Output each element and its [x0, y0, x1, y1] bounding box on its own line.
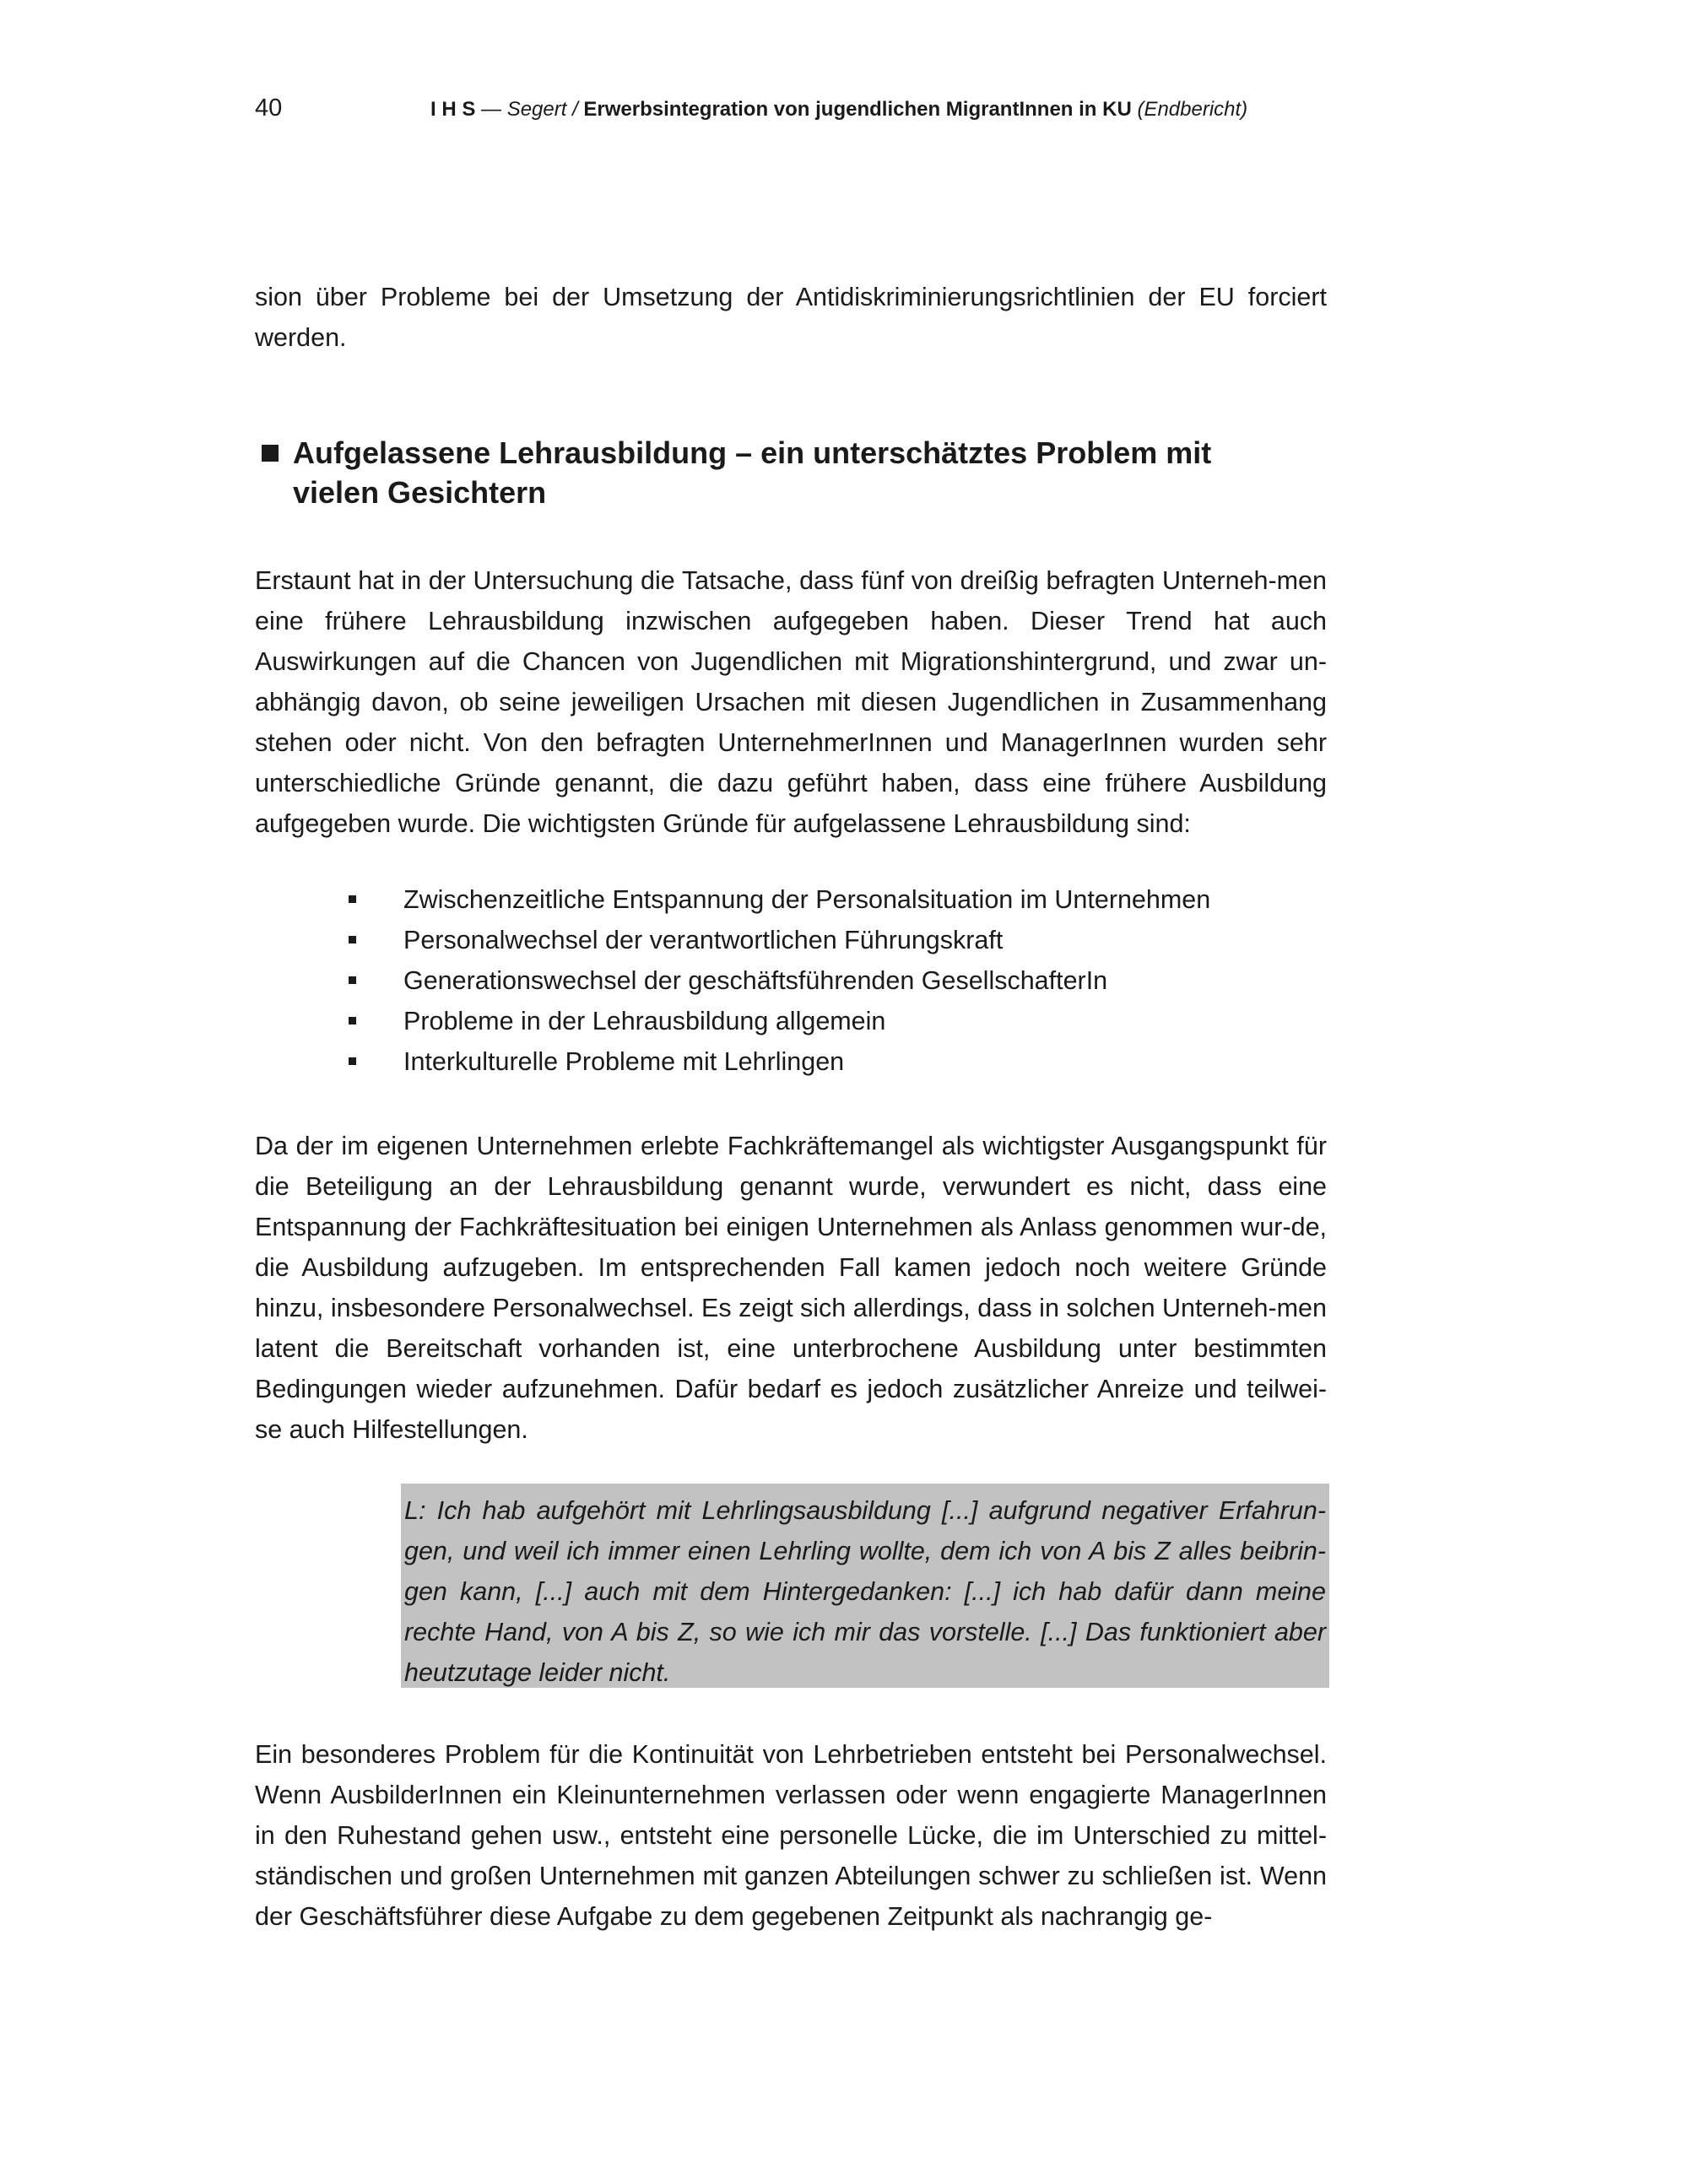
square-bullet-icon: [262, 445, 279, 462]
interview-quote-text: L: Ich hab aufgehört mit Lehrlingsausbildung [...] aufgrund negativer Erfahrun-gen, und weil ich immer einen Lehrling wollte, dem ich von A bis Z alles beibrin-gen kann, [...] auch mit dem Hintergedanken: [...] ich hab dafür dann meine rechte Hand, von A bis Z, so wie ich mir das vorstelle. [...] Das funktioniert aber heutzutage leider nicht.: [404, 1496, 1326, 1687]
section-heading-line-1: Aufgelassene Lehrausbildung – ein unterschätztes Problem mit: [293, 435, 1212, 470]
paragraph-2: Da der im eigenen Unternehmen erlebte Fachkräftemangel als wichtigster Ausgangspunkt für die Beteiligung an der Lehrausbildung genannt wurde, verwundert es nicht, dass eine Entspannung der Fachkräftesituation bei einigen Unternehmen als Anlass genommen wur-de, die Ausbildung aufzugeben. Im entsprechenden Fall kamen jedoch noch weitere Gründe hinzu, insbesondere Personalwechsel. Es zeigt sich allerdings, dass in solchen Unterneh-men latent die Bereitschaft vorhanden ist, eine unterbrochene Ausbildung unter bestimmten Bedingungen wieder aufzunehmen. Dafür bedarf es jedoch zusätzlicher Anreize und teilwei-se auch Hilfestellungen.: [255, 1132, 1327, 1444]
intro-paragraph: sion über Probleme bei der Umsetzung der Antidiskriminierungsrichtlinien der EU forciert werden.: [255, 283, 1327, 352]
paragraph-2-block: [255, 1126, 1327, 1450]
list-item: [346, 1001, 1274, 1041]
paragraph-3-block: [255, 1734, 1327, 1937]
header-title: Erwerbsintegration von jugendlichen MigrantInnen in KU: [583, 98, 1132, 121]
bullet-icon: [349, 976, 356, 984]
page-number: 40: [255, 95, 283, 122]
list-item-text: Probleme in der Lehrausbildung allgemein: [403, 1007, 886, 1035]
intro-paragraph-block: [255, 277, 1327, 358]
list-item: [346, 879, 1274, 920]
reasons-list: [346, 879, 1274, 1082]
list-item: [346, 960, 1274, 1001]
bullet-icon: [349, 1057, 356, 1065]
list-item: [346, 1041, 1274, 1082]
list-item-text: Zwischenzeitliche Entspannung der Personalsituation im Unternehmen: [403, 885, 1211, 914]
header-author: Segert /: [506, 98, 584, 121]
list-item: [346, 920, 1274, 960]
paragraph-1: Erstaunt hat in der Untersuchung die Tatsache, dass fünf von dreißig befragten Unterneh-men eine frühere Lehrausbildung inzwischen aufgegeben haben. Dieser Trend hat auch Auswirkungen auf die Chancen von Jugendlichen mit Migrationshintergrund, und zwar un-abhängig davon, ob seine jeweiligen Ursachen mit diesen Jugendlichen in Zusammenhang stehen oder nicht. Von den befragten UnternehmerInnen und ManagerInnen wurden sehr unterschiedliche Gründe genannt, die dazu geführt haben, dass eine frühere Ausbildung aufgegeben wurde. Die wichtigsten Gründe für aufgelassene Lehrausbildung sind:: [255, 566, 1327, 838]
header-note: (Endbericht): [1131, 98, 1248, 121]
header-dash: —: [475, 98, 507, 121]
bullet-icon: [349, 895, 356, 903]
list-item-text: Personalwechsel der verantwortlichen Führungskraft: [403, 926, 1004, 954]
paragraph-3: Ein besonderes Problem für die Kontinuität von Lehrbetrieben entsteht bei Personalwechsel. Wenn AusbilderInnen ein Kleinunternehmen verlassen oder wenn engagierte ManagerInnen in den Ruhestand gehen usw., entsteht eine personelle Lücke, die im Unterschied zu mittel-ständischen und großen Unternehmen mit ganzen Abteilungen schwer zu schließen ist. Wenn der Geschäftsführer diese Aufgabe zu dem gegebenen Zeitpunkt als nachrangig ge-: [255, 1740, 1327, 1931]
section-heading-line-2: vielen Gesichtern: [293, 475, 547, 510]
section-heading-text: [293, 433, 1289, 512]
paragraph-1-block: [255, 560, 1327, 844]
running-title: [430, 98, 1247, 122]
interview-quote: [401, 1484, 1329, 1688]
list-item-text: Interkulturelle Probleme mit Lehrlingen: [403, 1047, 845, 1076]
header-org: I H S: [430, 98, 476, 121]
bullet-icon: [349, 936, 356, 943]
bullet-icon: [349, 1017, 356, 1024]
page-header: [255, 95, 1327, 128]
list-item-text: Generationswechsel der geschäftsführenden GesellschafterIn: [403, 966, 1108, 995]
